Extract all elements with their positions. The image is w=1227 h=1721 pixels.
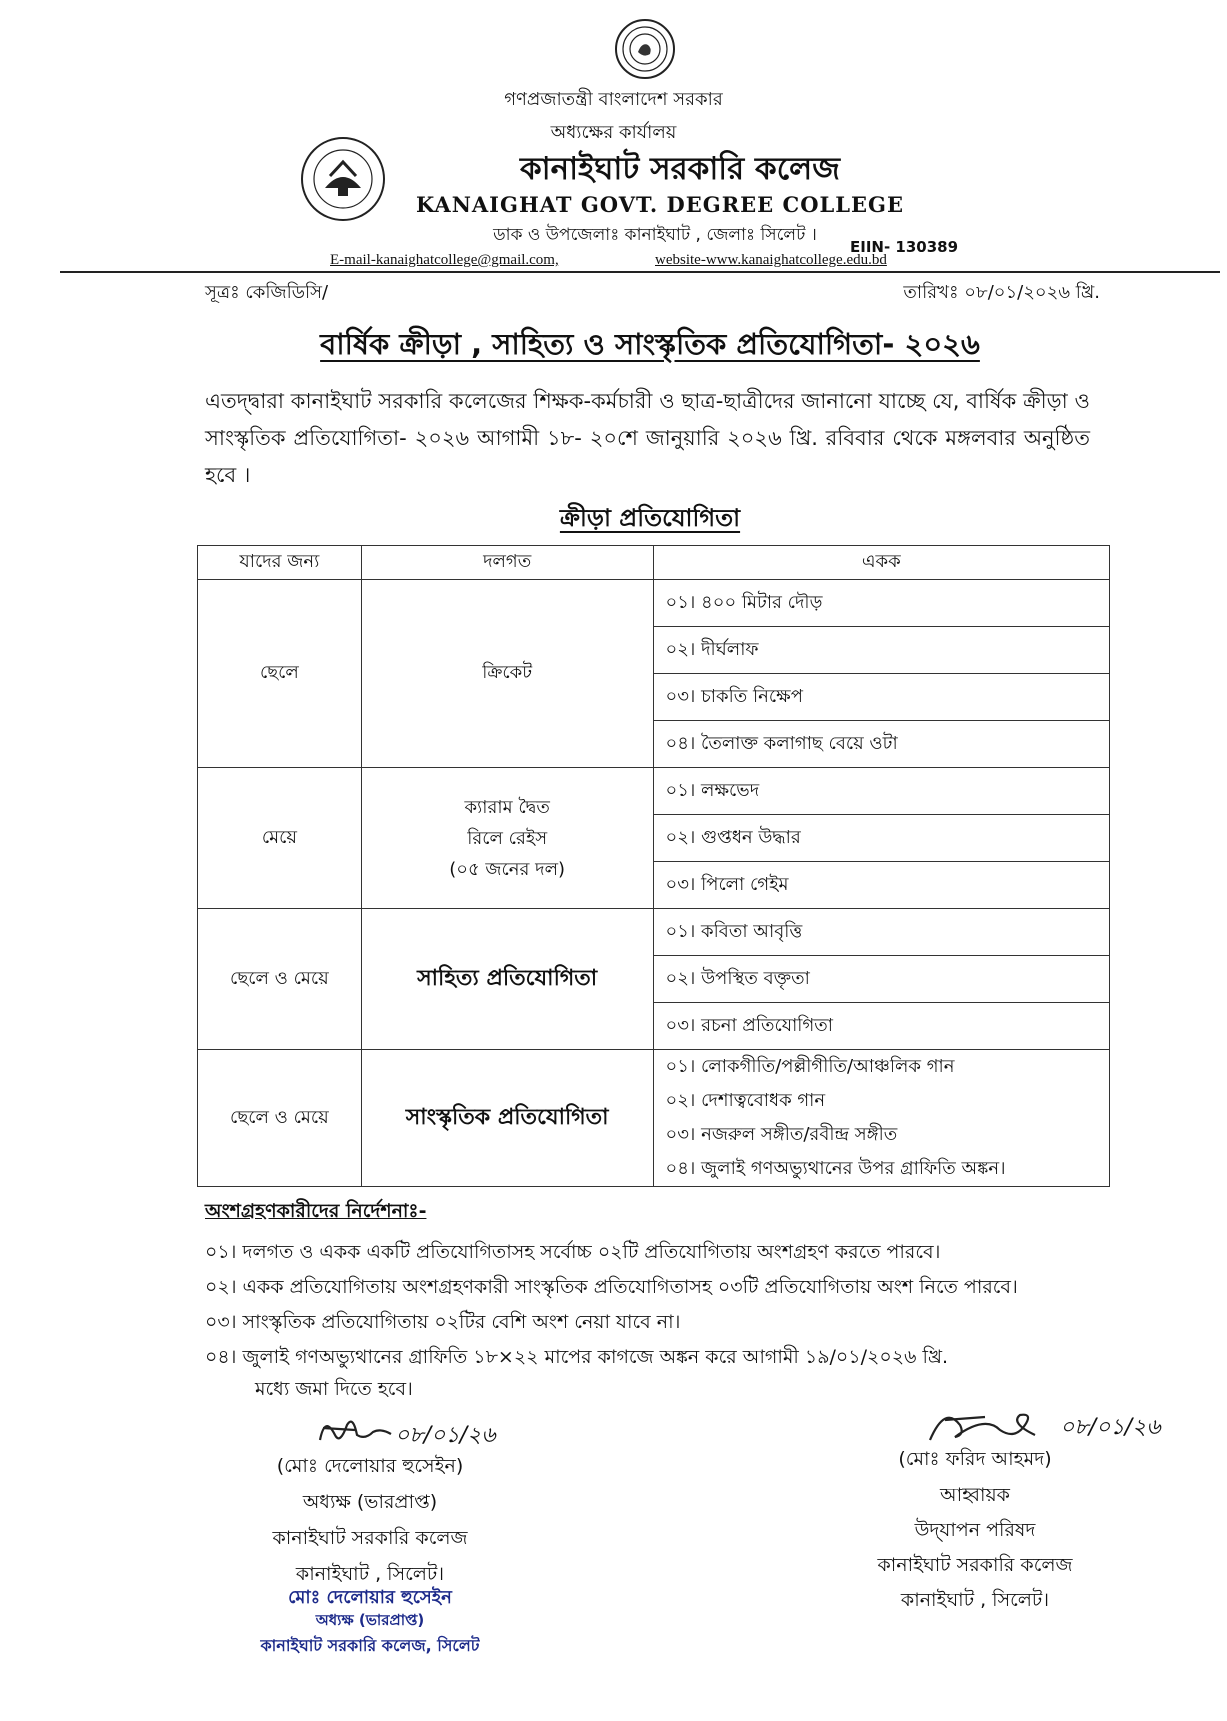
team-event: (০৫ জনের দল) — [449, 858, 566, 880]
eiin-number: EIIN- 130389 — [850, 238, 959, 256]
single-event: ০৩। চাকতি নিক্ষেপ — [654, 674, 1109, 721]
single-event: ০৪। তৈলাক্ত কলাগাছ বেয়ে ওটা — [665, 732, 898, 754]
col-header-for: যাদের জন্য — [198, 546, 362, 580]
col-header-single: একক — [653, 546, 1109, 580]
col-header-team: দলগত — [361, 546, 653, 580]
single-event: ০২। দীর্ঘলাফ — [654, 627, 1109, 674]
college-name-en: KANAIGHAT GOVT. DEGREE COLLEGE — [416, 192, 904, 217]
instruction-item: ০৪। জুলাই গণঅভ্যুথানের গ্রাফিতি ১৮×২২ মাপের কাগজে অঙ্কন করে আগামী ১৯/০১/২০২৬ খ্রি. — [205, 1346, 949, 1368]
college-name-bn: কানাইঘাট সরকারি কলেজ — [519, 151, 840, 187]
single-event: ০৪। জুলাই গণঅভ্যুথানের উপর গ্রাফিতি অঙ্কন। — [665, 1157, 1006, 1179]
single-event: ০১। লোকগীতি/পল্লীগীতি/আঞ্চলিক গান — [665, 1055, 955, 1077]
principal-designation: অধ্যক্ষ (ভারপ্রাপ্ত) — [302, 1491, 438, 1513]
convener-sign-date: ০৮/০১/২৬ — [1060, 1415, 1161, 1440]
instruction-item: ০১। দলগত ও একক একটি প্রতিযোগিতাসহ সর্বোচ্চ ০২টি প্রতিযোগিতায় অংশগ্রহণ করতে পারবে। — [205, 1241, 941, 1263]
single-event: ০১। কবিতা আবৃত্তি — [654, 909, 1109, 956]
govt-line: গণপ্রজাতন্ত্রী বাংলাদেশ সরকার — [504, 89, 723, 110]
principal-name: (মোঃ দেলোয়ার হুসেইন) — [276, 1455, 464, 1477]
row-single-events — [653, 909, 1109, 1050]
notice-date: তারিখঃ ০৮/০১/২০২৬ খ্রি. — [903, 282, 1100, 303]
row-team — [361, 768, 653, 909]
email-link[interactable]: E-mail-kanaighatcollege@gmail.com, — [330, 252, 559, 268]
team-event: ক্যারাম দ্বৈত — [464, 796, 550, 818]
convener-signature — [925, 1395, 1055, 1450]
row-single-events — [653, 768, 1109, 909]
single-event: ০২। উপস্থিত বক্তৃতা — [654, 956, 1109, 1003]
single-event: ০২। গুপ্তধন উদ্ধার — [654, 815, 1109, 862]
office-line: অধ্যক্ষের কার্যালয় — [550, 122, 677, 143]
principal-place: কানাইঘাট , সিলেট। — [295, 1563, 445, 1585]
table-row — [198, 768, 1110, 909]
stamp-name: মোঃ দেলোয়ার হুসেইন — [288, 1587, 452, 1608]
row-for: ছেলে — [198, 580, 362, 768]
table-row — [198, 909, 1110, 1050]
notice-intro: এতদ্দ্বারা কানাইঘাট সরকারি কলেজের শিক্ষক-কর্মচারী ও ছাত্র-ছাত্রীদের জানানো যাচ্ছে যে, বার্ষিক ক্রীড়া ও সাংস্কৃতিক প্রতিযোগিতা- ২০২৬ আগামী ১৮- ২০শে জানুয়ারি ২০২৬ খ্রি. রবিবার থেকে মঙ্গলবার অনুষ্ঠিত হবে । — [205, 389, 1090, 487]
convener-org: কানাইঘাট সরকারি কলেজ — [877, 1554, 1073, 1576]
convener-designation: আহ্বায়ক — [940, 1484, 1010, 1506]
single-event: ০১। ৪০০ মিটার দৌড় — [654, 580, 1109, 627]
convener-place: কানাইঘাট , সিলেট। — [900, 1589, 1050, 1611]
row-team: সাংস্কৃতিক প্রতিযোগিতা — [361, 1050, 653, 1187]
single-event: ০১। লক্ষভেদ — [654, 768, 1109, 815]
single-event: ০৩। রচনা প্রতিযোগিতা — [665, 1014, 833, 1036]
instructions-heading: অংশগ্রহণকারীদের নির্দেশনাঃ- — [205, 1200, 427, 1222]
principal-sign-date: ০৮/০১/২৬ — [395, 1423, 496, 1448]
row-for: মেয়ে — [198, 768, 362, 909]
table-header-row — [198, 546, 1110, 580]
row-team: সাহিত্য প্রতিযোগিতা — [361, 909, 653, 1050]
table-row — [198, 580, 1110, 768]
instruction-item: ০২। একক প্রতিযোগিতায় অংশগ্রহণকারী সাংস্কৃতিক প্রতিযোগিতাসহ ০৩টি প্রতিযোগিতায় অংশ নিতে পারবে। — [205, 1276, 1018, 1298]
website-link[interactable]: website-www.kanaighatcollege.edu.bd — [655, 252, 887, 268]
row-team: ক্রিকেট — [361, 580, 653, 768]
single-event: ০২। দেশাত্ববোধক গান — [665, 1089, 826, 1111]
principal-org: কানাইঘাট সরকারি কলেজ — [272, 1527, 468, 1549]
single-event: ০৩। পিলো গেইম — [665, 873, 789, 895]
row-single-events — [653, 580, 1109, 768]
instruction-item: ০৩। সাংস্কৃতিক প্রতিযোগিতায় ০২টির বেশি অংশ নেয়া যাবে না। — [205, 1311, 681, 1333]
government-seal-icon — [614, 18, 676, 80]
convener-name: (মোঃ ফরিদ আহমদ) — [898, 1448, 1052, 1470]
table-row — [198, 1050, 1110, 1187]
college-logo-icon — [300, 136, 386, 222]
college-address: ডাক ও উপজেলাঃ কানাইঘাট , জেলাঃ সিলেট । — [493, 225, 817, 245]
sports-heading: ক্রীড়া প্রতিযোগিতা — [559, 504, 741, 532]
stamp-org: কানাইঘাট সরকারি কলেজ, সিলেট — [260, 1636, 480, 1655]
header-divider — [60, 271, 1220, 273]
single-event: ০৩। নজরুল সঙ্গীত/রবীন্দ্র সঙ্গীত — [665, 1123, 898, 1145]
team-event: রিলে রেইস — [467, 827, 548, 849]
row-for: ছেলে ও মেয়ে — [198, 1050, 362, 1187]
reference-number: সূত্রঃ কেজিডিসি/ — [205, 282, 329, 303]
notice-title: বার্ষিক ক্রীড়া , সাহিত্য ও সাংস্কৃতিক প্রতিযোগিতা- ২০২৬ — [320, 327, 980, 361]
principal-signature — [315, 1410, 395, 1450]
instruction-item-continued: মধ্যে জমা দিতে হবে। — [255, 1378, 413, 1400]
row-for: ছেলে ও মেয়ে — [198, 909, 362, 1050]
row-single-events — [653, 1050, 1109, 1187]
stamp-designation: অধ্যক্ষ (ভারপ্রাপ্ত) — [315, 1611, 425, 1629]
convener-committee: উদ্‌যাপন পরিষদ — [914, 1519, 1036, 1541]
competition-table — [197, 545, 1110, 1187]
